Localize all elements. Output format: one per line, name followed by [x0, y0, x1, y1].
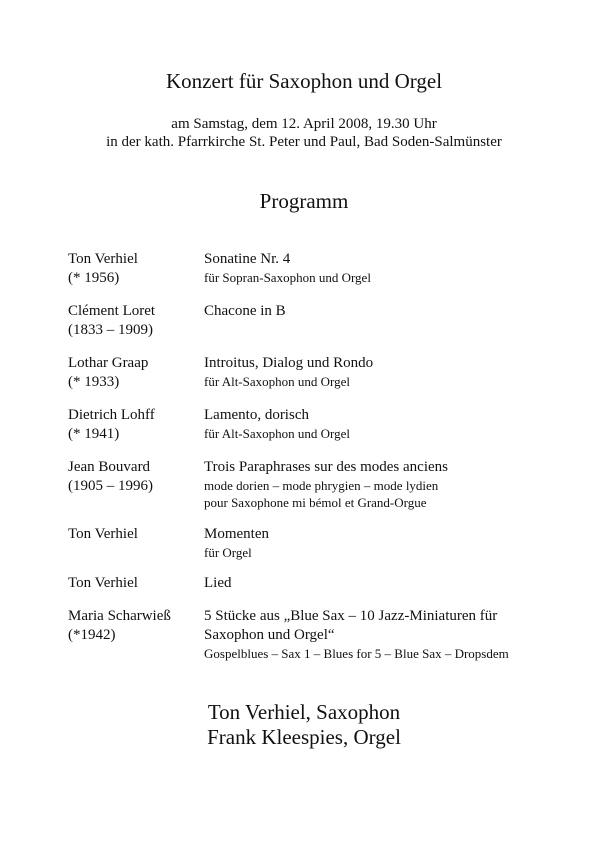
work-title: Lied — [204, 575, 232, 591]
composer-block — [68, 607, 204, 645]
composer-name: Ton Verhiel — [68, 575, 138, 591]
composer-block — [68, 574, 204, 593]
work-block — [204, 354, 604, 390]
composer-block — [68, 458, 204, 496]
composer-name: Jean Bouvard — [68, 459, 151, 475]
work-detail: Gospelblues – Sax 1 – Blues for 5 – Blue Sax – Dropsdem — [204, 646, 509, 661]
work-detail: pour Saxophone mi bémol et Grand-Orgue — [204, 495, 427, 510]
composer-block — [68, 302, 204, 340]
composer-block — [68, 406, 204, 444]
composer-block — [68, 250, 204, 288]
work-block — [204, 250, 604, 286]
work-title: Momenten — [204, 526, 269, 542]
work-block — [204, 607, 604, 662]
composer-dates: (* 1933) — [68, 374, 120, 390]
composer-name: Maria Scharwieß — [68, 608, 171, 624]
composer-dates: (* 1956) — [68, 270, 120, 286]
performer-saxophone: Ton Verhiel, Saxophon — [207, 700, 401, 724]
composer-dates: (* 1941) — [68, 426, 120, 442]
composer-name: Ton Verhiel — [68, 526, 138, 542]
work-title: Lamento, dorisch — [204, 407, 309, 423]
composer-name: Ton Verhiel — [68, 251, 138, 267]
composer-dates: (*1942) — [68, 627, 116, 643]
work-title: Sonatine Nr. 4 — [204, 251, 291, 267]
work-detail: für Alt-Saxophon und Orgel — [204, 374, 350, 389]
work-title: 5 Stücke aus „Blue Sax – 10 Jazz-Miniaturen für — [204, 608, 498, 624]
work-block — [204, 406, 604, 442]
work-detail: für Alt-Saxophon und Orgel — [204, 426, 350, 441]
composer-name: Dietrich Lohff — [68, 407, 155, 423]
composer-dates: (1833 – 1909) — [68, 322, 153, 338]
date-line: am Samstag, dem 12. April 2008, 19.30 Uhr — [171, 116, 437, 132]
composer-block — [68, 354, 204, 392]
composer-dates: (1905 – 1996) — [68, 478, 153, 494]
work-title: Introitus, Dialog und Rondo — [204, 355, 374, 371]
performer-organ: Frank Kleespies, Orgel — [207, 725, 401, 749]
work-block — [204, 302, 604, 321]
composer-block — [68, 525, 204, 544]
work-detail: für Sopran-Saxophon und Orgel — [204, 270, 371, 285]
program-heading: Programm — [259, 189, 349, 213]
work-title: Saxophon und Orgel“ — [204, 627, 335, 643]
concert-title: Konzert für Saxophon und Orgel — [165, 69, 443, 93]
work-detail: mode dorien – mode phrygien – mode lydien — [204, 478, 439, 493]
performers — [0, 700, 608, 750]
work-block — [204, 574, 604, 593]
composer-name: Lothar Graap — [68, 355, 149, 371]
work-title: Chacone in B — [204, 303, 286, 319]
composer-name: Clément Loret — [68, 303, 156, 319]
venue-line: in der kath. Pfarrkirche St. Peter und Paul, Bad Soden-Salmünster — [106, 134, 502, 150]
work-detail: für Orgel — [204, 545, 252, 560]
work-block — [204, 525, 604, 561]
work-block — [204, 458, 604, 511]
work-title: Trois Paraphrases sur des modes anciens — [204, 459, 448, 475]
